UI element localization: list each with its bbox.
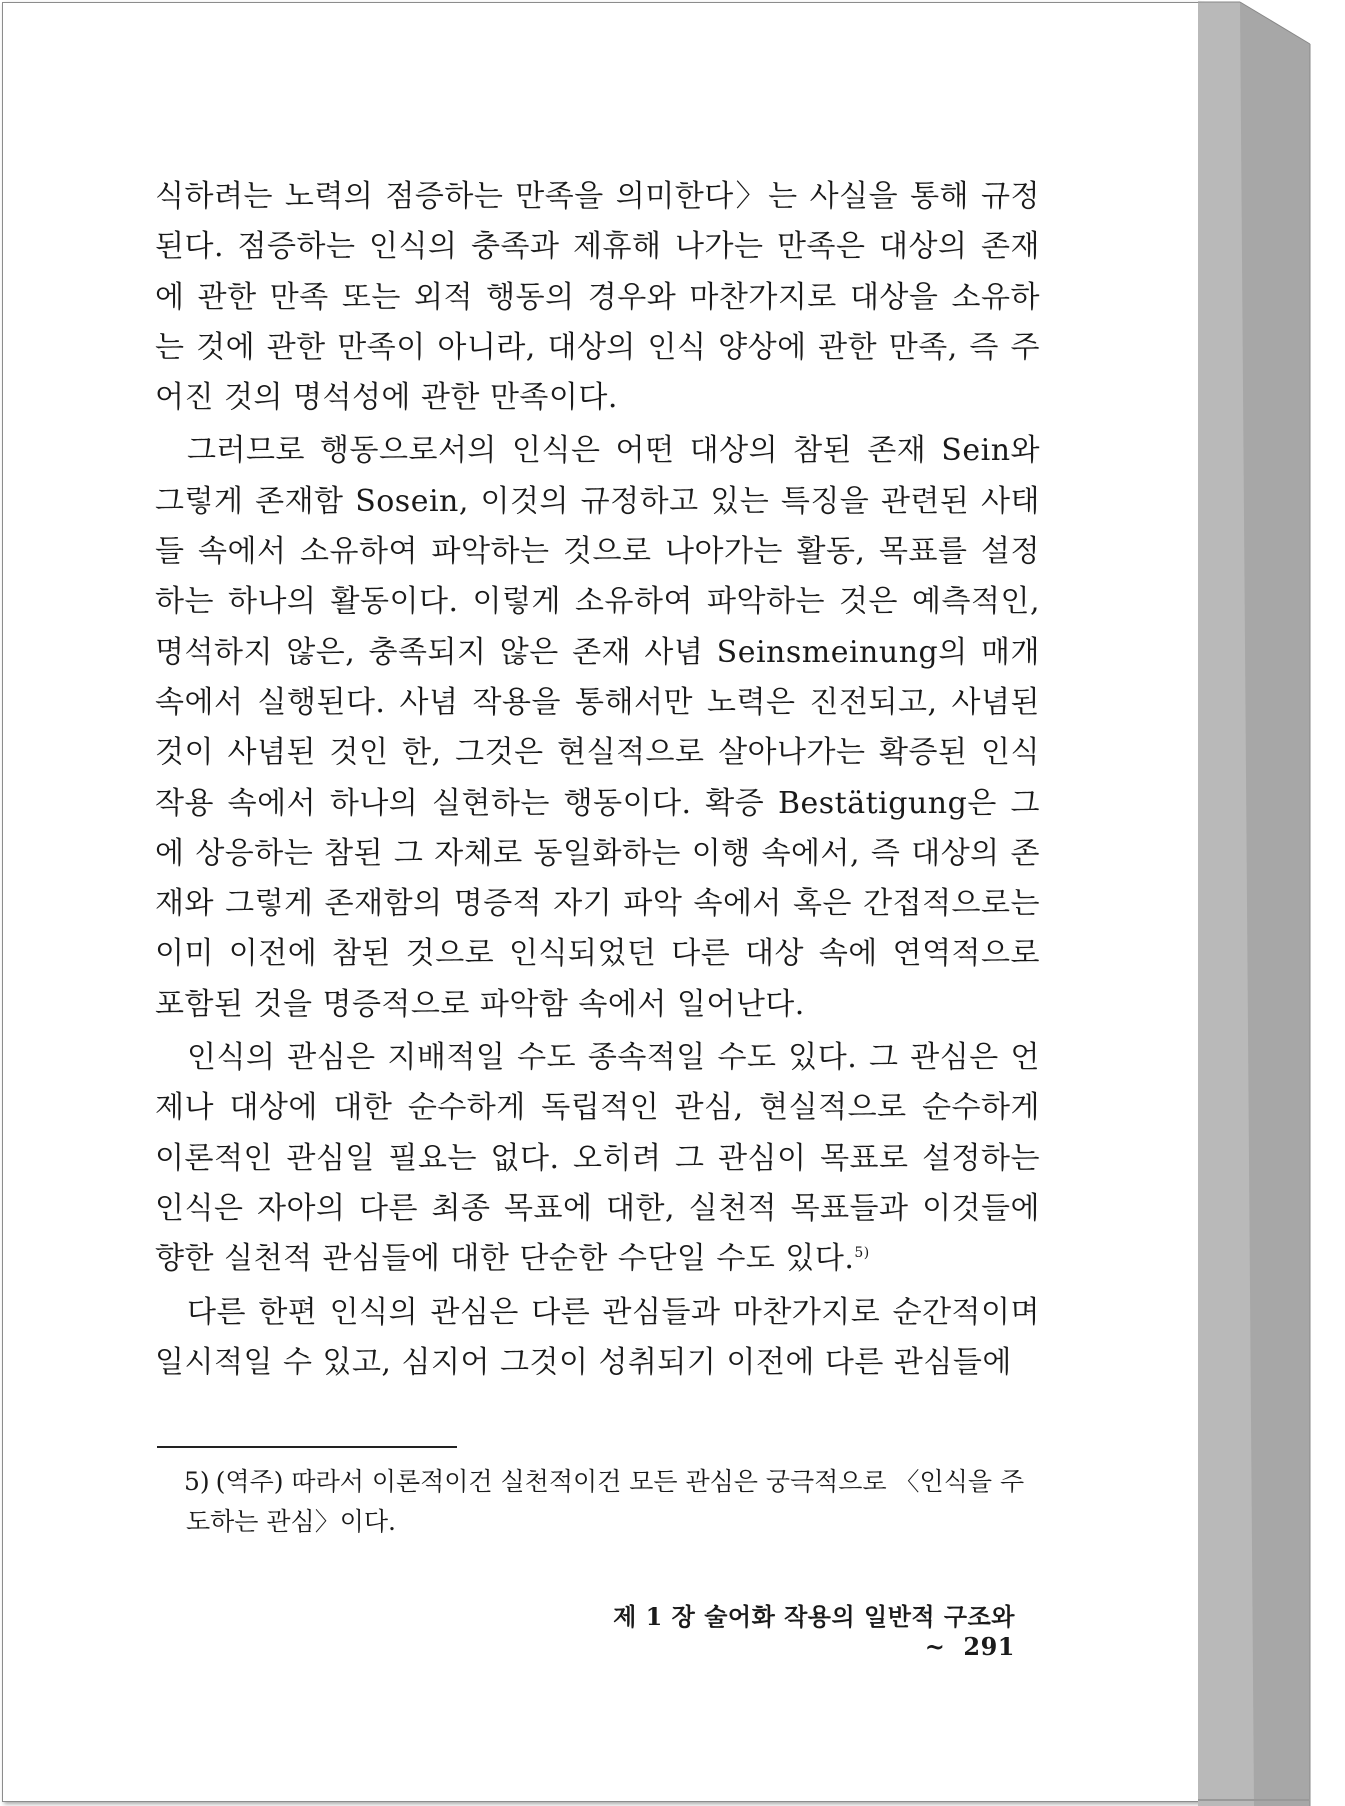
paragraph-4: 다른 한편 인식의 관심은 다른 관심들과 마찬가지로 순간적이며 일시적일 수 있고, 심지어 그것이 성취되기 이전에 다른 관심들에 [155, 1294, 1040, 1380]
body-text [155, 172, 1040, 1388]
footnote [186, 1462, 1046, 1542]
footnote-text: (역주) 따라서 이론적이건 실천적이건 모든 관심은 궁극적으로 〈인식을 주도하는 관심〉이다. [186, 1467, 1025, 1536]
footnote-mark[interactable]: 5) [854, 1245, 870, 1262]
footnote-rule [157, 1446, 457, 1448]
footnote-number: 5) [184, 1467, 210, 1496]
paragraph-3-text: 인식의 관심은 지배적일 수도 종속적일 수도 있다. 그 관심은 언제나 대상에 대한 순수하게 독립적인 관심, 현실적으로 순수하게 이론적인 관심일 필요는 없다. 오히려 그 관심이 목표로 설정하는 인식은 자아의 다른 최종 목표에 대한, 실천적 목표들과 이것들에 향한 실천적 관심들에 대한 단순한 수단일 수도 있다. [155, 1040, 1040, 1277]
page-number: 291 [963, 1632, 1015, 1661]
paragraph-3 [155, 1033, 1040, 1284]
running-title: 제 1 장 술어화 작용의 일반적 구조와 ~ [613, 1602, 1015, 1661]
running-footer [515, 1597, 1015, 1661]
paragraph-1: 식하려는 노력의 점증하는 만족을 의미한다〉는 사실을 통해 규정된다. 점증하는 인식의 충족과 제휴해 나가는 만족은 대상의 존재에 관한 만족 또는 외적 행동의 경우와 마찬가지로 대상을 소유하는 것에 관한 만족이 아니라, 대상의 인식 양상에 관한 만족, 즉 주어진 것의 명석성에 관한 만족이다. [155, 179, 1040, 416]
book-edge [1198, 0, 1343, 1806]
paragraph-2: 그러므로 행동으로서의 인식은 어떤 대상의 참된 존재 Sein와 그렇게 존재함 Sosein, 이것의 규정하고 있는 특징을 관련된 사태들 속에서 소유하여 파악하는 것으로 나아가는 활동, 목표를 설정하는 하나의 활동이다. 이렇게 소유하여 파악하는 것은 예측적인, 명석하지 않은, 충족되지 않은 존재 사념 Seinsmeinung의 매개 속에서 실행된다. 사념 작용을 통해서만 노력은 진전되고, 사념된 것이 사념된 것인 한, 그것은 현실적으로 살아나가는 확증된 인식 작용 속에서 하나의 실현하는 행동이다. 확증 Bestätigung은 그에 상응하는 참된 그 자체로 동일화하는 이행 속에서, 즉 대상의 존재와 그렇게 존재함의 명증적 자기 파악 속에서 혹은 간접적으로는 이미 이전에 참된 것으로 인식되었던 다른 대상 속에 연역적으로 포함된 것을 명증적으로 파악함 속에서 일어난다. [155, 433, 1040, 1022]
